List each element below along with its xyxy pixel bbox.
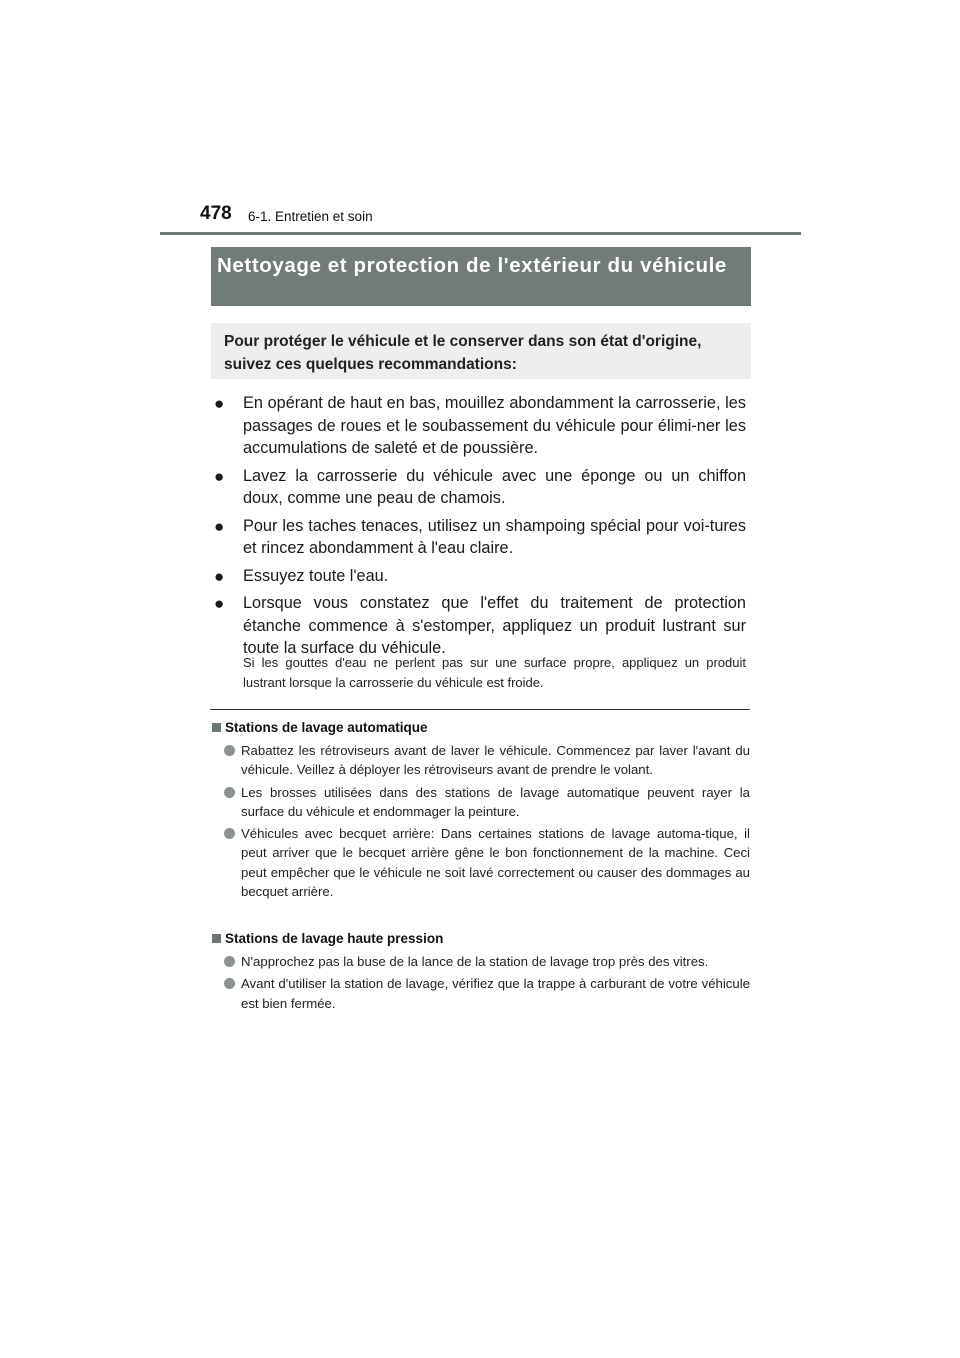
section-title-text: Stations de lavage automatique [225,720,428,735]
list-item-text: Véhicules avec becquet arrière: Dans certaines stations de lavage automa-tique, il peut arriver que le becquet arrière gêne le bon fonctionnement de la machine. Ceci peut empêcher que le véhicule ne soit lavé correctement ou causer des dommages au becquet arrière. [241,826,750,900]
list-item-text: Lorsque vous constatez que l'effet du traitement de protection étanche commence à s'estomper, appliquez un produit lustrant sur toute la surface du véhicule. [243,594,746,657]
section-list [212,952,750,1013]
circle-bullet-icon [224,978,235,989]
list-item-text: Lavez la carrosserie du véhicule avec une éponge ou un chiffon doux, comme une peau de chamois. [243,466,746,507]
list-item-text: N'approchez pas la buse de la lance de la station de lavage trop près des vitres. [241,954,709,969]
bullet-icon: ● [214,516,225,536]
list-item-text: En opérant de haut en bas, mouillez abondamment la carrosserie, les passages de roues et le soubassement du véhicule pour élimi-ner les accumulations de saleté et de poussière. [243,394,746,457]
list-item [212,974,750,1013]
square-bullet-icon [212,934,221,943]
section-label: 6-1. Entretien et soin [248,209,373,224]
list-item-text: Essuyez toute l'eau. [243,566,389,585]
list-item-text: Avant d'utiliser la station de lavage, vérifiez que la trappe à carburant de votre véhicule est bien fermée. [241,976,750,1011]
list-item [212,783,750,822]
section-divider [210,709,750,710]
list-item [212,592,746,660]
list-item-text: Les brosses utilisées dans des stations de lavage automatique peuvent rayer la surface du véhicule et endommager la peinture. [241,784,750,819]
square-bullet-icon [212,723,221,732]
bullet-icon: ● [214,566,225,586]
circle-bullet-icon [224,828,235,839]
recommendations-list [212,392,746,665]
section-automatic-wash [212,718,750,901]
intro-box: Pour protéger le véhicule et le conserver dans son état d'origine, suivez ces quelques recommandations: [211,323,751,379]
list-item [212,465,746,510]
main-note: Si les gouttes d'eau ne perlent pas sur une surface propre, appliquez un produit lustrant lorsque la carrosserie du véhicule est froide. [243,655,746,690]
page-number: 478 [200,203,232,224]
header-rule [160,232,801,235]
list-item [212,741,750,780]
page-title: Nettoyage et protection de l'extérieur du véhicule [211,247,751,306]
circle-bullet-icon [224,787,235,798]
list-item [212,565,746,588]
section-title [212,929,750,949]
section-title [212,718,750,738]
list-item [212,392,746,460]
section-list [212,741,750,901]
bullet-icon: ● [214,394,225,413]
list-item [212,952,750,971]
section-title-text: Stations de lavage haute pression [225,931,444,946]
circle-bullet-icon [224,745,235,756]
list-item-text: Pour les taches tenaces, utilisez un shampoing spécial pour voi-tures et rincez abondamment à l'eau claire. [243,516,746,557]
bullet-icon: ● [214,466,225,486]
bullet-icon: ● [214,594,225,613]
list-item-text: Rabattez les rétroviseurs avant de laver le véhicule. Commencez par laver l'avant du véhicule. Veillez à déployer les rétroviseurs avant de prendre le volant. [241,743,750,778]
circle-bullet-icon [224,956,235,967]
list-item [212,824,750,901]
section-high-pressure-wash [212,929,750,1013]
list-item [212,515,746,560]
